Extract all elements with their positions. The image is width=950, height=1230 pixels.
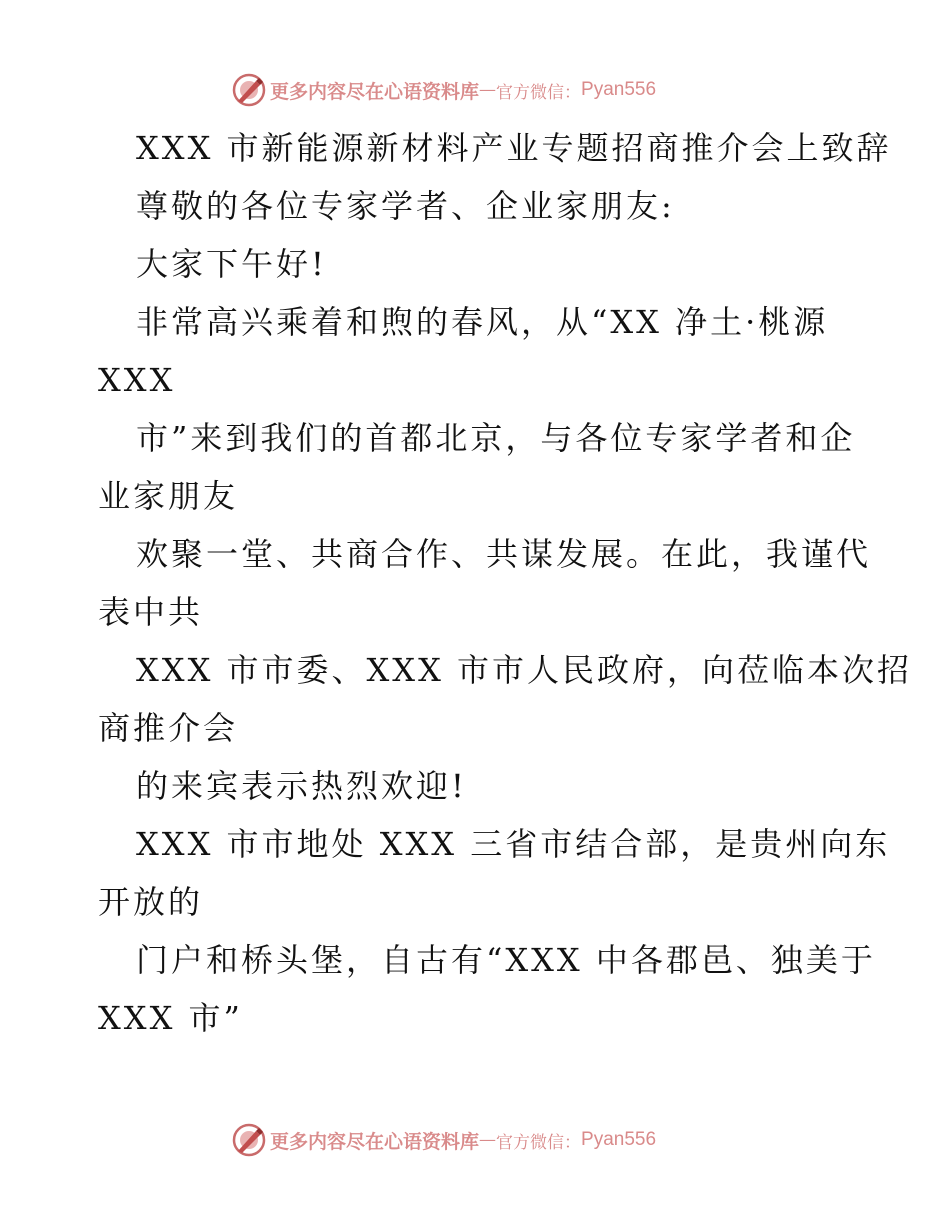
paragraph-line: 欢聚一堂、共商合作、共谋发展。在此，我谨代 bbox=[136, 535, 872, 573]
paragraph-line: 的来宾表示热烈欢迎! bbox=[136, 767, 467, 805]
watermark-wechat-id: Pyan556 bbox=[581, 1129, 657, 1150]
paragraph-line: XXX 市” bbox=[98, 999, 243, 1037]
watermark-wechat-id: Pyan556 bbox=[581, 79, 657, 100]
header-watermark bbox=[232, 72, 656, 108]
watermark-brand: 更多内容尽在心语资料库 bbox=[270, 80, 480, 103]
greeting-line: 大家下午好! bbox=[136, 245, 327, 283]
watermark-separator: — bbox=[479, 1130, 497, 1150]
watermark-official-label: 官方微信： bbox=[496, 1132, 582, 1153]
paragraph-line: XXX 市市地处 XXX 三省市结合部，是贵州向东 bbox=[136, 825, 891, 863]
pen-seal-icon bbox=[232, 1123, 266, 1157]
watermark-separator: — bbox=[479, 80, 497, 100]
paragraph-line: 市”来到我们的首都北京，与各位专家学者和企 bbox=[136, 419, 856, 457]
watermark-official-label: 官方微信： bbox=[496, 82, 582, 103]
document-title: XXX 市新能源新材料产业专题招商推介会上致辞 bbox=[136, 129, 892, 167]
paragraph-line: XXX 市市委、XXX 市市人民政府，向莅临本次招 bbox=[136, 651, 913, 689]
watermark-brand: 更多内容尽在心语资料库 bbox=[270, 1130, 480, 1153]
footer-watermark bbox=[232, 1122, 656, 1158]
paragraph-line: 开放的 bbox=[98, 883, 204, 921]
paragraph-line: 表中共 bbox=[98, 593, 204, 631]
paragraph-line: 业家朋友 bbox=[98, 477, 239, 515]
salutation-line: 尊敬的各位专家学者、企业家朋友: bbox=[136, 187, 675, 225]
paragraph-line: 门户和桥头堡，自古有“XXX 中各郡邑、独美于 bbox=[136, 941, 876, 979]
paragraph-line: 商推介会 bbox=[98, 709, 239, 747]
paragraph-line: 非常高兴乘着和煦的春风，从“XX 净土·桃源 bbox=[136, 303, 829, 341]
paragraph-line: XXX bbox=[98, 361, 176, 399]
pen-seal-icon bbox=[232, 73, 266, 107]
